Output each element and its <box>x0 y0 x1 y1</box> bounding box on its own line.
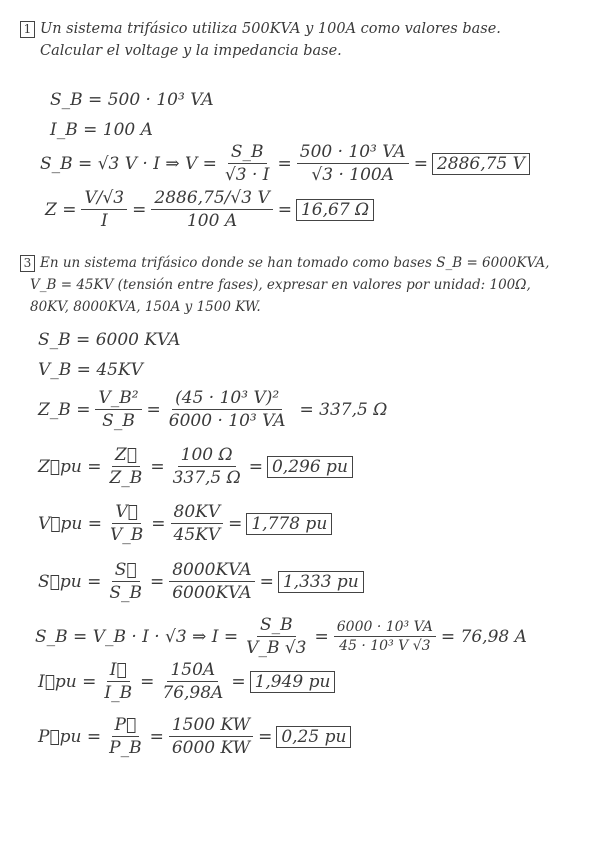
p3-zb-fraction-1 <box>95 388 141 431</box>
problem-3-line-2: V_B = 45KV (tensión entre fases), expresar en valores por unidad: 100Ω, <box>30 277 531 293</box>
p3-ppu-fraction-2 <box>169 715 253 758</box>
p3-i-f2-den: 45 · 10³ V √3 <box>339 638 431 654</box>
p3-current-equation: S_B = V_B · I · √3 ⇒ I = $\frac{S\_B}{V\_B √3}$ = $\frac{\text{6000 · 10³ VA}}{\text{45 · 10³ V √3}}$ = 76,98 A <box>35 615 527 658</box>
p3-ppu-equation: P⃗pu = $\frac{P⃗}{P\_B}$ = $\frac{1500 KW}{6000 KW}$ = 0,25 pu <box>38 715 351 758</box>
p3-zpu-f2-den: 337,5 Ω <box>172 468 241 488</box>
p3-spu-fraction-2 <box>169 560 254 603</box>
p1-v-fraction-2 <box>297 142 409 185</box>
p3-vpu-fraction-2 <box>171 502 224 545</box>
p3-i-f1-num: S_B <box>257 615 296 637</box>
problem-3-number: 3 <box>20 255 35 272</box>
p3-spu-result-box: 1,333 pu <box>278 571 364 593</box>
p3-ppu-f1-num: P⃗ <box>112 715 140 737</box>
p3-vpu-result-box: 1,778 pu <box>246 513 332 535</box>
p1-sb-text: S_B = 500 · 10³ VA <box>50 90 214 110</box>
p3-zb-result: = 337,5 Ω <box>299 399 388 420</box>
p3-zpu-f2-num: 100 Ω <box>178 445 236 467</box>
p1-ib-equation <box>50 120 153 140</box>
p1-z-fraction-2 <box>151 188 272 231</box>
p3-i-fraction-2 <box>334 619 436 654</box>
problem-1-line-1: Un sistema trifásico utiliza 500KVA y 100A como valores base. <box>40 21 501 37</box>
p3-zb-equation: Z_B = $\frac{\text{V\_B²}}{S\_B}$ = $\frac{\text{(45 · 10³ V)²}}{\text{6000 · 10³ VA}}$ = 337,5 Ω <box>38 388 388 431</box>
p3-ipu-fraction-2 <box>159 660 226 703</box>
p1-z-fraction-1 <box>81 188 127 231</box>
p1-z-f1-num: V/√3 <box>81 188 127 210</box>
p1-v-f2-num: 500 · 10³ VA <box>297 142 409 164</box>
p3-vpu-f1-den: V_B <box>109 525 144 545</box>
p3-vpu-equation: V⃗pu = $\frac{V⃗}{V\_B}$ = $\frac{80KV}{45KV}$ = 1,778 pu <box>38 502 332 545</box>
p3-ppu-f2-num: 1500 KW <box>169 715 253 737</box>
p3-ppu-fraction-1 <box>106 715 144 758</box>
p3-vb-equation <box>38 360 143 380</box>
p3-ppu-lhs: P⃗pu = <box>38 726 102 747</box>
p3-i-result: = 76,98 A <box>440 626 527 647</box>
p1-sb-equation <box>50 90 214 110</box>
p3-zb-lhs: Z_B = <box>38 399 91 420</box>
p3-i-f1-den: V_B √3 <box>246 638 307 658</box>
p1-v-lhs: S_B = √3 V · I ⇒ V = <box>40 153 217 174</box>
p3-vpu-f1-num: V⃗ <box>112 502 140 524</box>
p1-z-lhs: Z = <box>45 199 77 220</box>
p3-i-lhs: S_B = V_B · I · √3 ⇒ I = <box>35 626 239 647</box>
p3-i-fraction-1 <box>243 615 309 658</box>
p1-voltage-equation: S_B = √3 V · I ⇒ V = $\frac{S\_B}{√3 \cdot I}$ = $\frac{\text{500 · 10³ VA}}{√3 \cdot 100A}$ = 2886,75 V <box>40 142 530 185</box>
p3-i-f2-num: 6000 · 10³ VA <box>334 619 436 637</box>
p3-ipu-f1-den: I_B <box>104 683 133 703</box>
p3-ipu-f1-num: I⃗ <box>107 660 130 682</box>
p3-ipu-f2-num: 150A <box>167 660 218 682</box>
p3-ipu-result-box: 1,949 pu <box>250 671 336 693</box>
p1-impedance-equation: Z = $\frac{V/√3}{I}$ = $\frac{2886,75/√3 V}{100 A}$ = 16,67 Ω <box>45 188 374 231</box>
p1-v-f1-den: √3 · I <box>224 165 270 185</box>
problem-1-statement <box>20 18 590 62</box>
p3-zpu-f1-num: Z⃗ <box>112 445 140 467</box>
p3-ppu-result-box: 0,25 pu <box>276 726 351 748</box>
p3-vpu-fraction-1 <box>107 502 146 545</box>
p1-z-f1-den: I <box>100 211 108 231</box>
p3-ppu-f2-den: 6000 KW <box>171 738 251 758</box>
p1-z-f2-den: 100 A <box>186 211 238 231</box>
p3-zb-f1-num: V_B² <box>95 388 141 410</box>
problem-3-statement <box>20 252 590 318</box>
p3-spu-equation: S⃗pu = $\frac{S⃗}{S\_B}$ = $\frac{\text{8000KVA}}{\text{6000KVA}}$ = 1,333 pu <box>38 560 364 603</box>
p3-vpu-f2-num: 80KV <box>171 502 224 524</box>
p1-v-f2-den: √3 · 100A <box>311 165 395 185</box>
p3-sb-text: S_B = 6000 KVA <box>38 330 181 350</box>
p3-zpu-lhs: Z⃗pu = <box>38 456 102 477</box>
p3-zpu-fraction-2 <box>170 445 244 488</box>
p3-zpu-f1-den: Z_B <box>109 468 143 488</box>
p3-spu-f1-den: S_B <box>109 583 142 603</box>
p3-ipu-lhs: I⃗pu = <box>38 671 97 692</box>
p3-zpu-fraction-1 <box>107 445 146 488</box>
p3-zpu-result-box: 0,296 pu <box>267 456 353 478</box>
problem-1-number: 1 <box>20 21 35 38</box>
p3-sb-equation <box>38 330 180 350</box>
p3-zb-f1-den: S_B <box>102 411 135 431</box>
p1-v-result-box: 2886,75 V <box>432 153 530 175</box>
p1-ib-text: I_B = 100 A <box>50 120 153 140</box>
p1-z-result-box: 16,67 Ω <box>296 199 374 221</box>
p3-ipu-equation: I⃗pu = $\frac{I⃗}{I\_B}$ = $\frac{150A}{76,98A}$ = 1,949 pu <box>38 660 335 703</box>
p3-ppu-f1-den: P_B <box>109 738 142 758</box>
p3-zpu-equation: Z⃗pu = $\frac{Z⃗}{Z\_B}$ = $\frac{100 \Omega}{337,5 \Omega}$ = 0,296 pu <box>38 445 353 488</box>
p3-vb-text: V_B = 45KV <box>38 360 143 380</box>
p3-vpu-lhs: V⃗pu = <box>38 513 102 534</box>
p1-v-f1-num: S_B <box>228 142 267 164</box>
p3-zb-f2-den: 6000 · 10³ VA <box>168 411 286 431</box>
p3-vpu-f2-den: 45KV <box>173 525 221 545</box>
problem-3-line-1: En un sistema trifásico donde se han tomado como bases S_B = 6000KVA, <box>40 255 550 271</box>
p3-zb-f2-num: (45 · 10³ V)² <box>172 388 282 410</box>
p3-spu-fraction-1 <box>106 560 145 603</box>
p1-z-f2-num: 2886,75/√3 V <box>151 188 272 210</box>
p3-ipu-fraction-1 <box>101 660 135 703</box>
p3-spu-f2-den: 6000KVA <box>172 583 252 603</box>
problem-3-line-3: 80KV, 8000KVA, 150A y 1500 KW. <box>30 299 261 315</box>
p3-spu-lhs: S⃗pu = <box>38 571 102 592</box>
p3-ipu-f2-den: 76,98A <box>162 683 224 703</box>
p3-zb-fraction-2 <box>166 388 289 431</box>
p1-v-fraction-1 <box>222 142 273 185</box>
p3-spu-f1-num: S⃗ <box>112 560 140 582</box>
p3-spu-f2-num: 8000KVA <box>169 560 254 582</box>
problem-1-line-2: Calcular el voltage y la impedancia base. <box>40 43 342 59</box>
